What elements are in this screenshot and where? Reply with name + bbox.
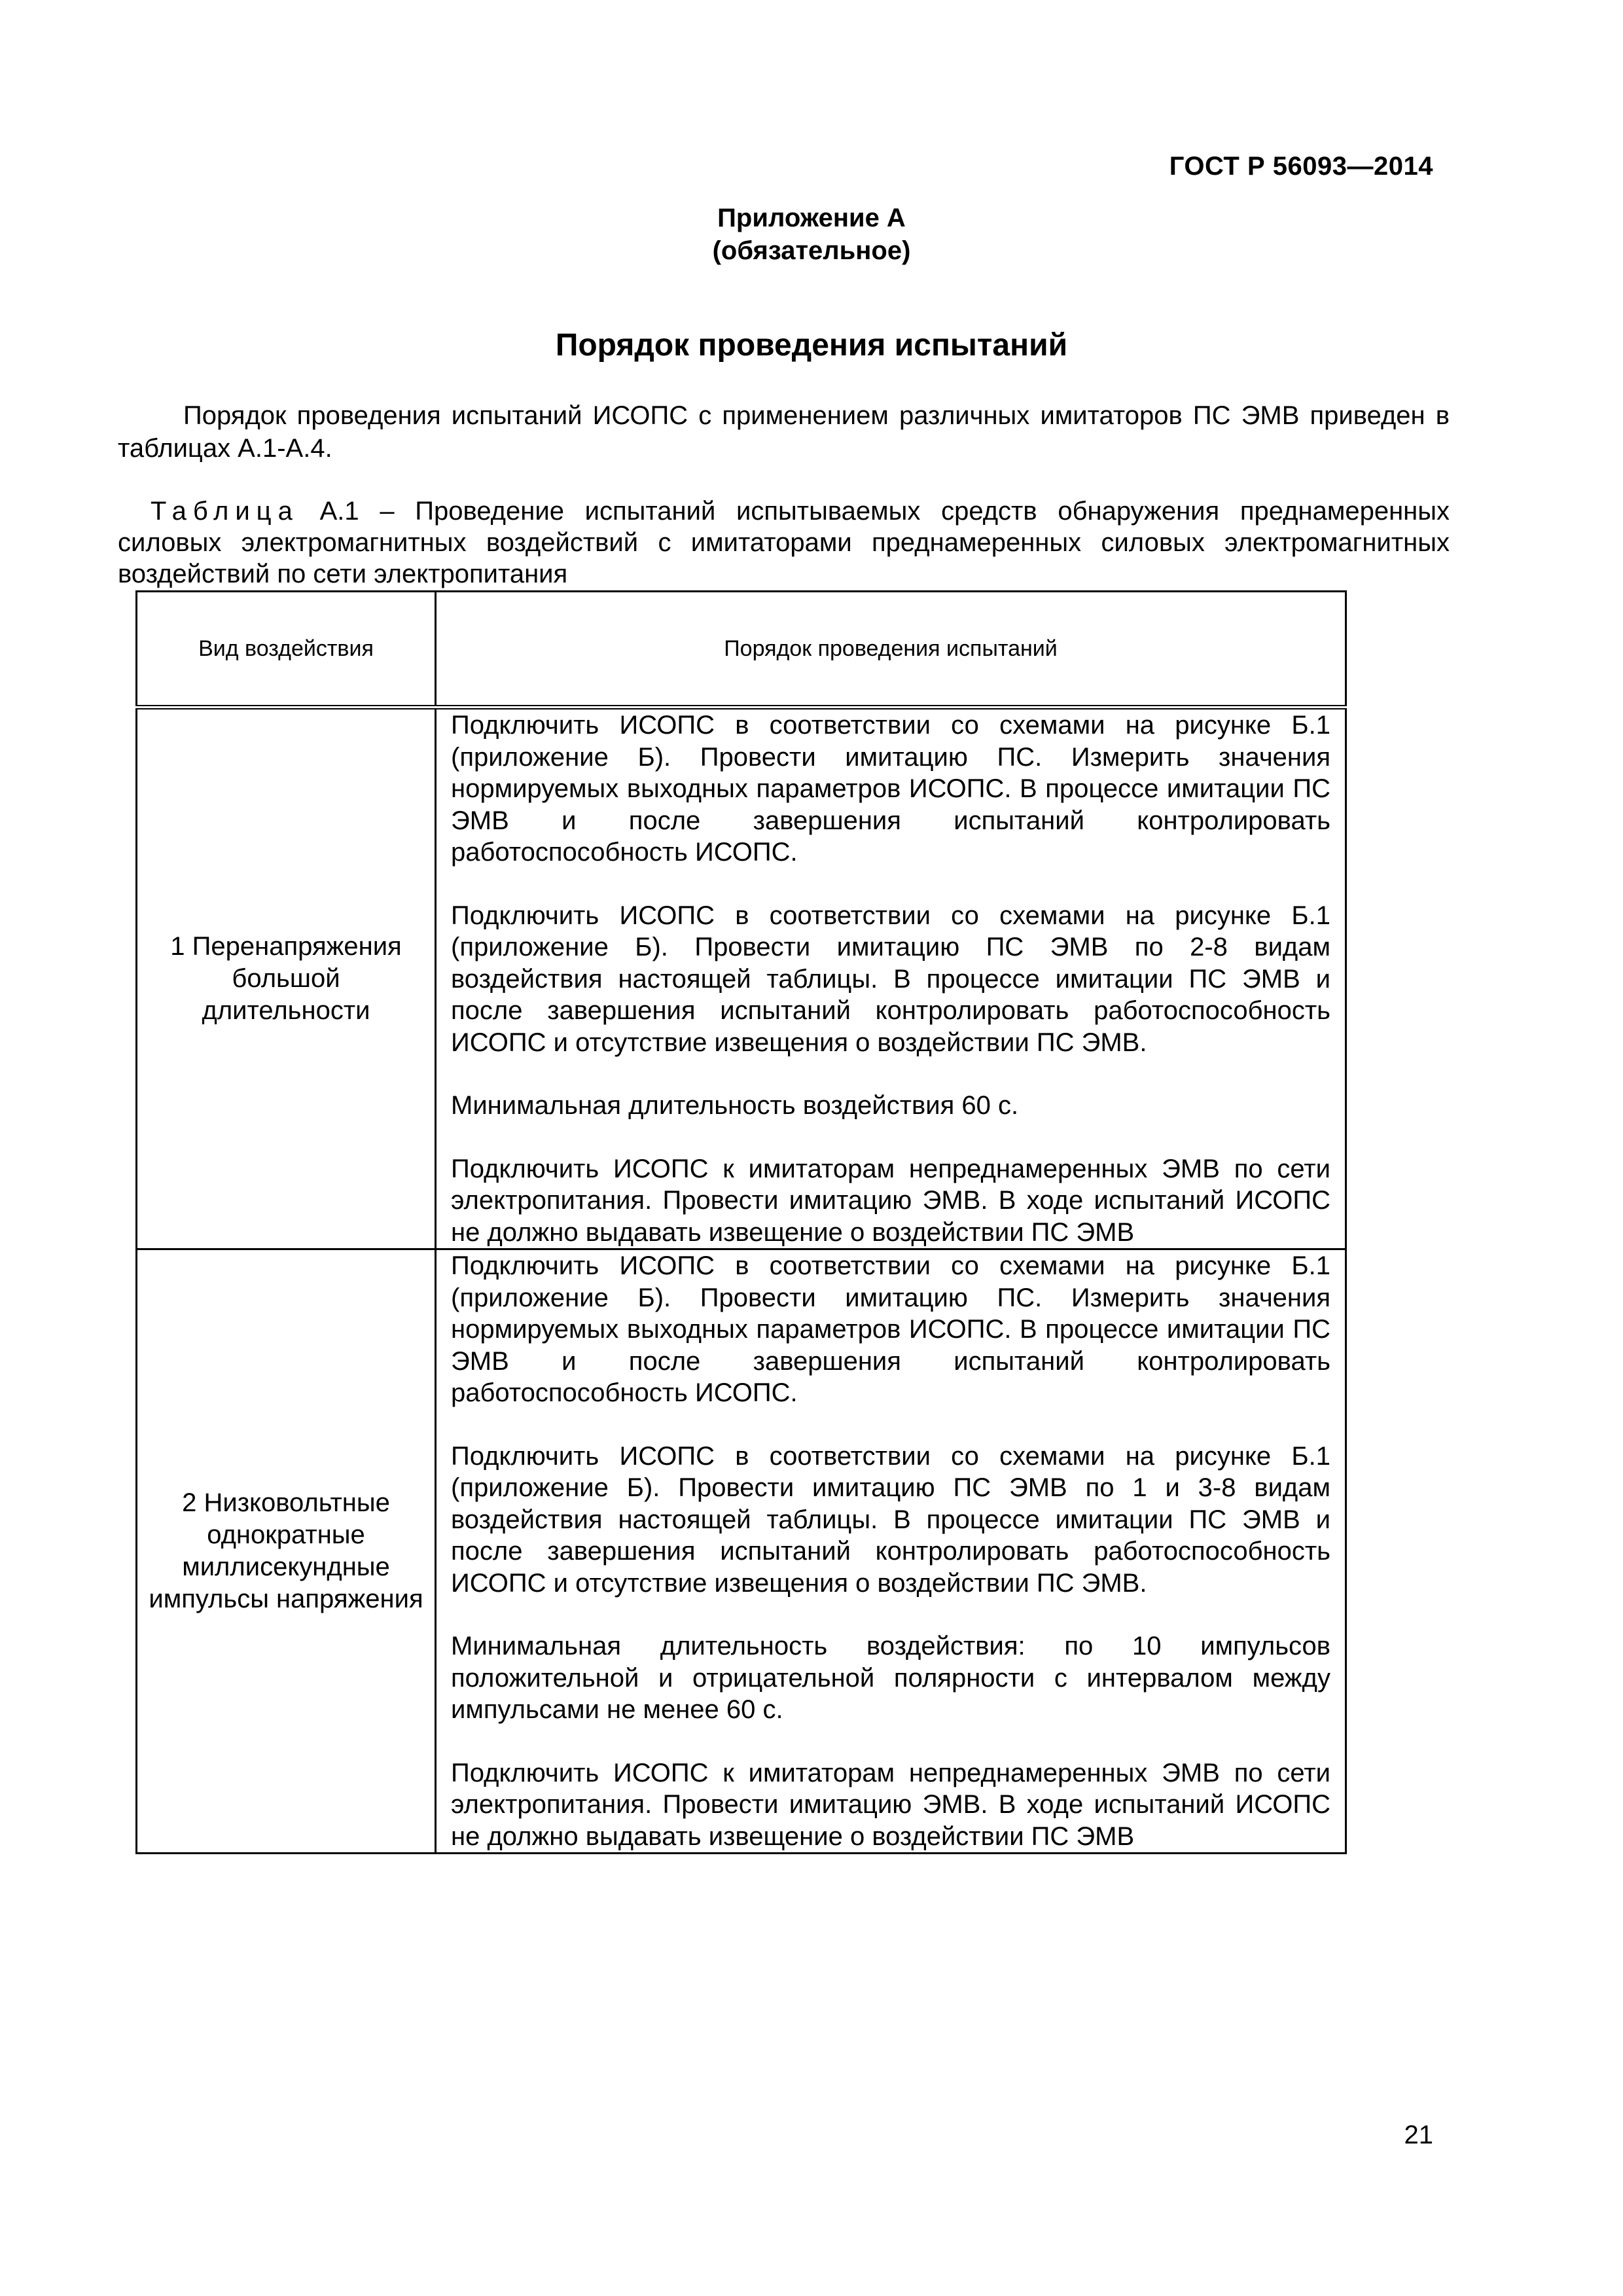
table-row bbox=[137, 708, 1346, 1249]
procedure-paragraph: Подключить ИСОПС в соответствии со схемами на рисунке Б.1 (приложение Б). Провести имитацию ПС ЭМВ по 2-8 видам воздействия настоящей таблицы. В процессе имитации ПС ЭМВ и после завершения испытаний контролировать работоспособность ИСОПС и отсутствие извещения о воздействии ПС ЭМВ. bbox=[451, 901, 1330, 1057]
procedure-paragraph: Подключить ИСОПС к имитаторам непреднамеренных ЭМВ по сети электропитания. Провести имитацию ЭМВ. В ходе испытаний ИСОПС не должно выдавать извещение о воздействии ПС ЭМВ bbox=[451, 1154, 1330, 1247]
table-caption bbox=[118, 495, 1450, 590]
standard-designation: ГОСТ Р 56093—2014 bbox=[1169, 152, 1433, 181]
table-caption-text: А.1 – Проведение испытаний испытываемых средств обнаружения преднамеренных силовых электромагнитных воздействий с имитаторами преднамеренных силовых электромагнитных воздействий по сети электропитания bbox=[118, 497, 1450, 588]
appendix-heading bbox=[0, 202, 1623, 267]
column-header-procedure: Порядок проведения испытаний bbox=[436, 592, 1346, 708]
appendix-title: Приложение А bbox=[717, 204, 906, 232]
section-title: Порядок проведения испытаний bbox=[555, 328, 1068, 363]
procedure-paragraph: Минимальная длительность воздействия 60 с. bbox=[451, 1091, 1019, 1120]
procedure-paragraph: Подключить ИСОПС в соответствии со схемами на рисунке Б.1 (приложение Б). Провести имитацию ПС ЭМВ по 1 и 3-8 видам воздействия настоящей таблицы. В процессе имитации ПС ЭМВ и после завершения испытаний контролировать работоспособность ИСОПС и отсутствие извещения о воздействии ПС ЭМВ. bbox=[451, 1441, 1330, 1598]
page-number: 21 bbox=[1404, 2121, 1433, 2149]
appendix-status: (обязательное) bbox=[712, 236, 911, 265]
procedure-cell bbox=[436, 708, 1346, 1249]
procedure-paragraph: Подключить ИСОПС в соответствии со схемами на рисунке Б.1 (приложение Б). Провести имитацию ПС. Измерить значения нормируемых выходных параметров ИСОПС. В процессе имитации ПС ЭМВ и после завершения испытаний контролировать работоспособность ИСОПС. bbox=[451, 1251, 1330, 1407]
table-caption-label: Таблица bbox=[151, 497, 299, 526]
table-header-row bbox=[137, 592, 1346, 708]
tests-table bbox=[135, 590, 1347, 1854]
procedure-paragraph: Минимальная длительность воздействия: по 10 импульсов положительной и отрицательной полярности с интервалом между импульсами не менее 60 с. bbox=[451, 1632, 1330, 1724]
impact-kind-cell: 1 Перенапряжения большой длительности bbox=[137, 708, 436, 1249]
impact-kind-cell: 2 Низковольтные однократные миллисекундные импульсы напряжения bbox=[137, 1249, 436, 1854]
intro-paragraph: Порядок проведения испытаний ИСОПС с применением различных имитаторов ПС ЭМВ приведен в таблицах А.1-А.4. bbox=[118, 401, 1450, 463]
procedure-paragraph: Подключить ИСОПС к имитаторам непреднамеренных ЭМВ по сети электропитания. Провести имитацию ЭМВ. В ходе испытаний ИСОПС не должно выдавать извещение о воздействии ПС ЭМВ bbox=[451, 1758, 1330, 1851]
procedure-paragraph: Подключить ИСОПС в соответствии со схемами на рисунке Б.1 (приложение Б). Провести имитацию ПС. Измерить значения нормируемых выходных параметров ИСОПС. В процессе имитации ПС ЭМВ и после завершения испытаний контролировать работоспособность ИСОПС. bbox=[451, 711, 1330, 867]
procedure-cell bbox=[436, 1249, 1346, 1854]
column-header-kind: Вид воздействия bbox=[137, 592, 436, 708]
table-row bbox=[137, 1249, 1346, 1854]
